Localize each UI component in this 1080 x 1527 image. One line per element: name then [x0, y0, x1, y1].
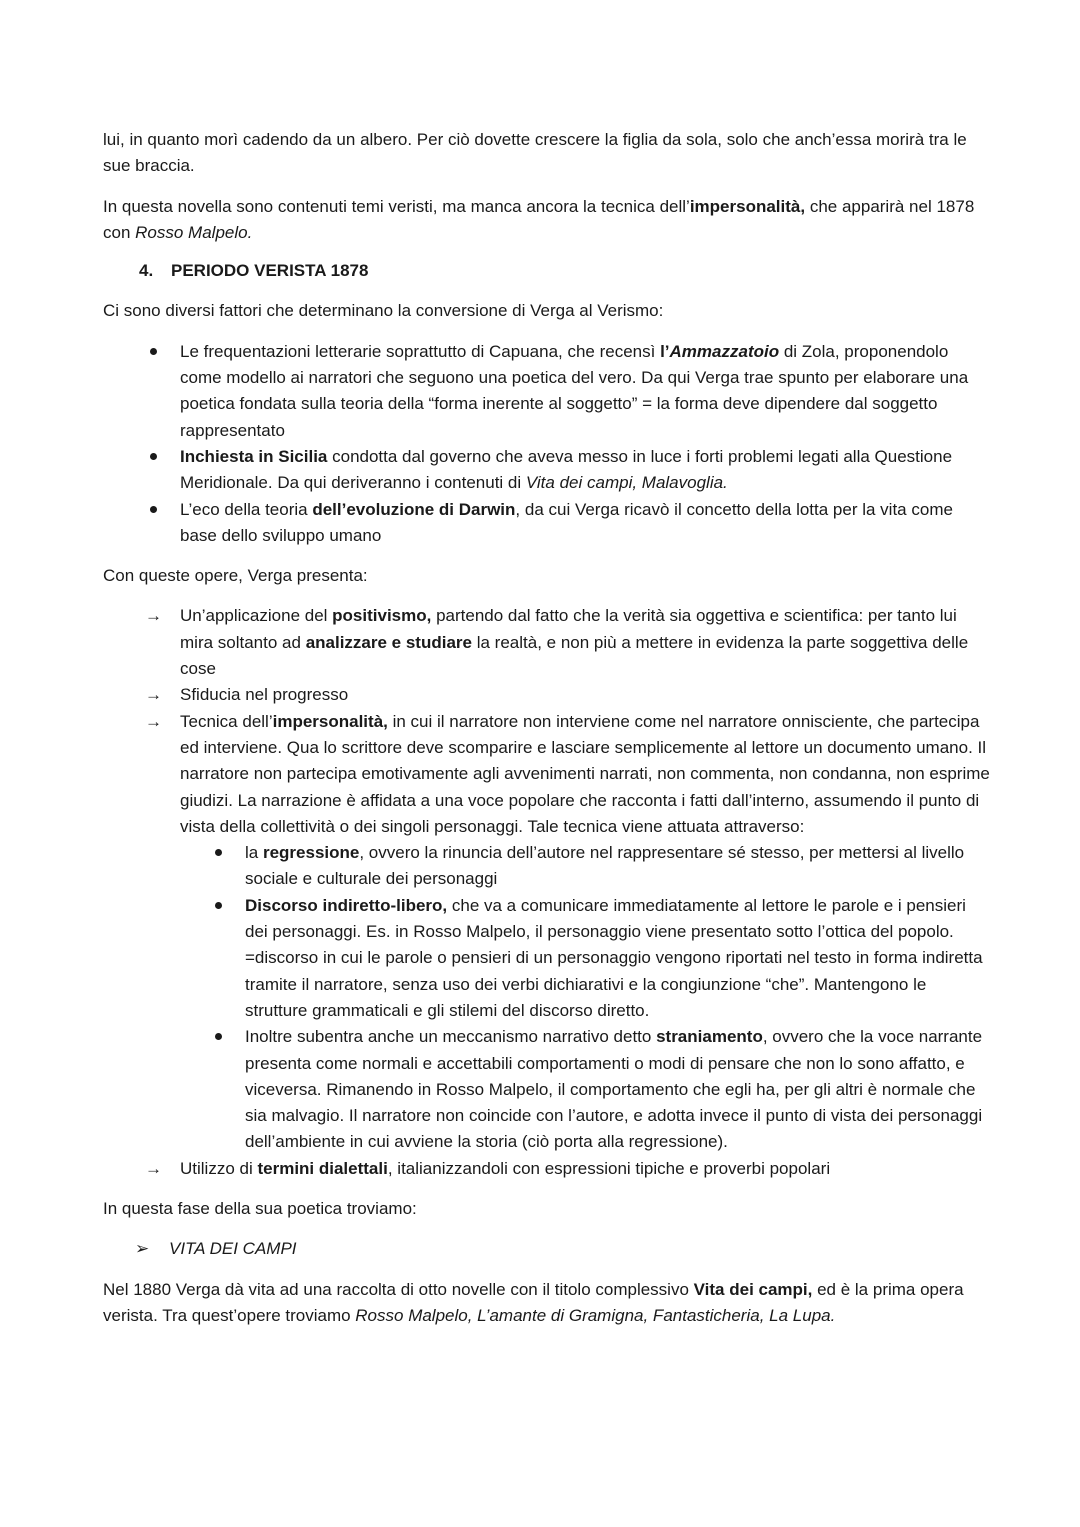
text-run: che va a comunicare immediatamente al lettore le parole e i pensieri dei personaggi. Es. in Rosso Malpelo, il personaggio viene presentato sotto l’ottica del popolo.: [245, 895, 966, 942]
text-run: =discorso in cui le parole o pensieri di un personaggio vengono riportati nel testo in forma indiretta tramite il narratore, senza uso dei verbi dichiarativi e la congiunzione “che”. Mantengono le strutture grammaticali e gli stilemi del discorso diretto.: [245, 948, 983, 1020]
section-heading: [139, 258, 990, 284]
list-item: [103, 840, 990, 893]
text-run: Le frequentazioni letterarie soprattutto di Capuana, che recensì: [180, 341, 661, 361]
bold-term: termini dialettali: [257, 1158, 388, 1178]
text-run: , da cui Verga ricavò il concetto della lotta per la vita come base dello sviluppo umano: [180, 499, 953, 545]
paragraph-poetics-intro: [103, 1196, 990, 1222]
bullet-icon: [150, 453, 157, 460]
text-run: Con queste opere, Verga presenta:: [103, 566, 368, 586]
text-run: Inoltre subentra anche un meccanismo narrativo detto: [245, 1027, 657, 1047]
bold-italic-title: Ammazzatoio: [669, 341, 780, 361]
text-run: in cui il narratore non interviene come nel narratore onnisciente, che partecipa ed interviene. Qua lo scrittore deve scomparire e lasciare semplicemente al lettore un documento umano. Il narratore non partecipa emotivamente agli avvenimenti narrati, non commenta, non condanna, non esprime giudizi. La narrazione è affidata a una voce popolare che racconta i fatti dall’interno, assumendo il punto di vista della collettività o dei singoli personaggi. Tale tecnica viene attuata attraverso:: [180, 711, 990, 836]
bold-term: Vita dei campi,: [693, 1279, 813, 1299]
paragraph-vita-dei-campi: [103, 1277, 990, 1330]
arrow-icon: →: [145, 685, 162, 705]
italic-title: Vita dei campi, Malavoglia.: [525, 473, 728, 493]
text-run: Nel 1880 Verga dà vita ad una raccolta di otto novelle con il titolo complessivo: [103, 1279, 694, 1299]
text-run: Sfiducia nel progresso: [180, 685, 349, 705]
features-list: [103, 603, 990, 840]
bold-term: analizzare e studiare: [305, 632, 472, 652]
paragraph-factors-intro: [103, 298, 990, 324]
bold-term: dell’evoluzione di Darwin: [312, 499, 516, 519]
italic-title: Rosso Malpelo.: [135, 222, 253, 242]
text-run: di Zola, proponendolo come modello ai narratori che seguono una poetica del vero. Da qui Verga trae spunto per elaborare una poetica fondata sulla teoria della “forma inerente al soggetto” = la forma deve dipendere dal soggetto rappresentato: [180, 341, 969, 440]
bold-term: regressione: [262, 843, 360, 863]
list-item: [103, 1024, 990, 1155]
text-run: ed è la prima opera verista. Tra quest’opere troviamo: [103, 1279, 964, 1325]
section-number: 4.: [139, 261, 154, 281]
arrow-icon: →: [145, 1158, 162, 1178]
text-run: L’eco della teoria: [180, 499, 313, 519]
text-run: , italianizzandoli con espressioni tipiche e proverbi popolari: [387, 1158, 831, 1178]
bullet-icon: [150, 348, 157, 355]
text-run: Un’applicazione del: [180, 606, 333, 626]
bold-term: positivismo,: [332, 606, 432, 626]
text-run: In questa novella sono contenuti temi veristi, ma manca ancora la tecnica dell’: [103, 196, 690, 216]
features-list-continued: [103, 1156, 990, 1182]
paragraph-works-intro: [103, 563, 990, 589]
subsection-title: VITA DEI CAMPI: [169, 1239, 297, 1259]
paragraph-intro: [103, 127, 990, 180]
list-item: [103, 682, 990, 708]
arrow-icon: →: [145, 711, 162, 731]
list-item: [103, 893, 990, 1024]
section-title: PERIODO VERISTA 1878: [171, 261, 369, 281]
arrowhead-icon: ➢: [135, 1239, 150, 1259]
text-run: condotta dal governo che aveva messo in luce i forti problemi legati alla Questione Meridionale. Da qui deriveranno i contenuti di: [180, 446, 953, 493]
text-run: partendo dal fatto che la verità sia oggettiva e scientifica: per tanto lui mira soltanto ad: [180, 606, 957, 652]
text-run: la: [245, 843, 263, 863]
bullet-icon: [215, 849, 222, 856]
bullet-icon: [215, 902, 222, 909]
bullet-icon: [215, 1033, 222, 1040]
bold-term: Inchiesta in Sicilia: [180, 446, 328, 466]
text-run: la realtà, e non più a mettere in evidenza la parte soggettiva delle cose: [180, 632, 969, 679]
factors-list: [103, 339, 990, 549]
paragraph-impersonality-note: [103, 194, 990, 247]
subsection-heading: [135, 1236, 990, 1262]
list-item: [103, 709, 990, 840]
list-item: [103, 339, 990, 444]
list-item: [103, 497, 990, 550]
list-item: [103, 444, 990, 497]
bullet-icon: [150, 506, 157, 513]
italic-title: Rosso Malpelo, L’amante di Gramigna, Fantasticheria, La Lupa.: [355, 1305, 836, 1325]
bold-term: Discorso indiretto-libero,: [245, 895, 448, 915]
list-item: [103, 1156, 990, 1182]
list-item: [103, 603, 990, 682]
text-run: Ci sono diversi fattori che determinano la conversione di Verga al Verismo:: [103, 301, 664, 321]
bold-term: impersonalità,: [272, 711, 388, 731]
technique-sublist: [103, 840, 990, 1156]
text-run: che apparirà nel 1878 con: [103, 196, 975, 242]
text-run: Utilizzo di: [180, 1158, 258, 1178]
text-run: , ovvero la rinuncia dell’autore nel rappresentare sé stesso, per mettersi al livello sociale e culturale dei personaggi: [245, 843, 965, 889]
bold-term: straniamento: [656, 1027, 763, 1047]
text-run: In questa fase della sua poetica troviamo:: [103, 1198, 417, 1218]
paragraph-text: lui, in quanto morì cadendo da un albero. Per ciò dovette crescere la figlia da sola, solo che anch’essa morirà tra le sue braccia.: [103, 130, 967, 176]
bold-term: impersonalità,: [689, 196, 806, 216]
arrow-icon: →: [145, 606, 162, 626]
text-run: Tecnica dell’: [180, 711, 273, 731]
text-run: , ovvero che la voce narrante presenta come normali e accettabili comportamenti o modi di pensare che non lo sono affatto, e viceversa. Rimanendo in Rosso Malpelo, il comportamento che egli ha, per gli altri è normale che sia malvagio. Il narratore non coincide con l’autore, e adotta invece il punto di vista dei personaggi dell’ambiente in cui avviene la storia (ciò porta alla regressione).: [245, 1027, 983, 1152]
bold-term: l’: [660, 341, 670, 361]
